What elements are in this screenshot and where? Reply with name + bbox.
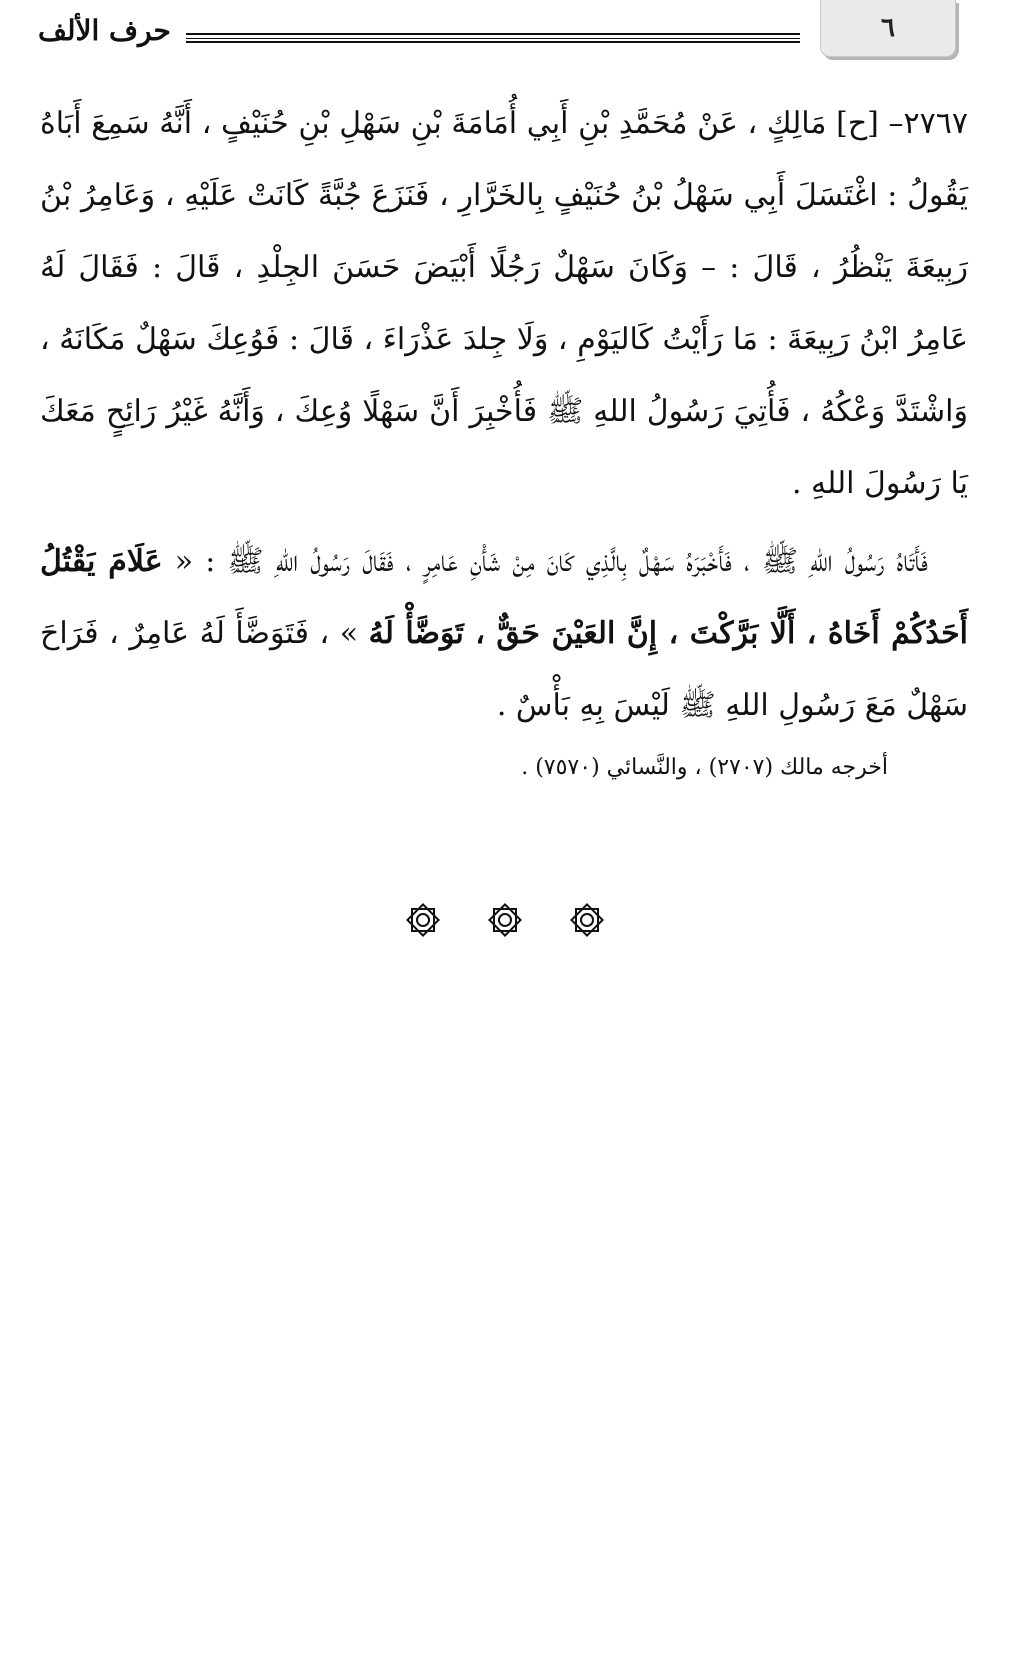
- star-ornament-icon: [485, 900, 525, 940]
- section-end-ornaments: [0, 900, 1010, 940]
- section-title: حرف الألف: [38, 14, 171, 47]
- hadith-narration-text: فَأَتَاهُ رَسُولُ اللهِ ﷺ ، فَأَخْبَرَهُ سَهْلٌ بِالَّذِي كَانَ مِنْ شَأْنِ عَامِرٍ ، فَقَالَ رَسُولُ اللهِ ﷺ : «: [162, 544, 928, 579]
- header-rule-lower: [186, 41, 800, 43]
- star-ornament-icon: [403, 900, 443, 940]
- hadith-paragraph-2: [40, 526, 968, 742]
- header-rule: [186, 33, 800, 39]
- page-content: [40, 88, 968, 788]
- prophetic-saying: عَلَامَ يَقْتُلُ أَحَدُكُمْ أَخَاهُ ، أَلَّا بَرَّكْتَ ، إِنَّ العَيْنَ حَقٌّ ، تَوَضَّأْ لَهُ: [40, 544, 968, 651]
- page-header: [0, 0, 1010, 70]
- page-number: ٦: [820, 0, 956, 57]
- hadith-paragraph-1: ٢٧٦٧– [ح] مَالِكٍ ، عَنْ مُحَمَّدِ بْنِ أَبِي أُمَامَةَ بْنِ سَهْلِ بْنِ حُنَيْفٍ ، أَنَّهُ سَمِعَ أَبَاهُ يَقُولُ : اغْتَسَلَ أَبِي سَهْلُ بْنُ حُنَيْفٍ بِالخَرَّارِ ، فَنَزَعَ جُبَّةً كَانَتْ عَلَيْهِ ، وَعَامِرُ بْنُ رَبِيعَةَ يَنْظُرُ ، قَالَ : – وَكَانَ سَهْلٌ رَجُلًا أَبْيَضَ حَسَنَ الجِلْدِ ، قَالَ : فَقَالَ لَهُ عَامِرُ ابْنُ رَبِيعَةَ : مَا رَأَيْتُ كَاليَوْمِ ، وَلَا جِلدَ عَذْرَاءَ ، قَالَ : فَوُعِكَ سَهْلٌ مَكَانَهُ ، وَاشْتَدَّ وَعْكُهُ ، فَأُتِيَ رَسُولُ اللهِ ﷺ فَأُخْبِرَ أَنَّ سَهْلًا وُعِكَ ، وَأَنَّهُ غَيْرُ رَائِحٍ مَعَكَ يَا رَسُولَ اللهِ .: [40, 106, 968, 501]
- star-ornament-icon: [567, 900, 607, 940]
- source-footnote: أخرجه مالك (٢٧٠٧) ، والنَّسائي (٧٥٧٠) .: [521, 755, 888, 780]
- hadith-narration-end: » ، فَتَوَضَّأَ لَهُ عَامِرٌ ، فَرَاحَ سَهْلٌ مَعَ رَسُولِ اللهِ ﷺ لَيْسَ بِهِ بَأْسٌ .: [40, 616, 968, 723]
